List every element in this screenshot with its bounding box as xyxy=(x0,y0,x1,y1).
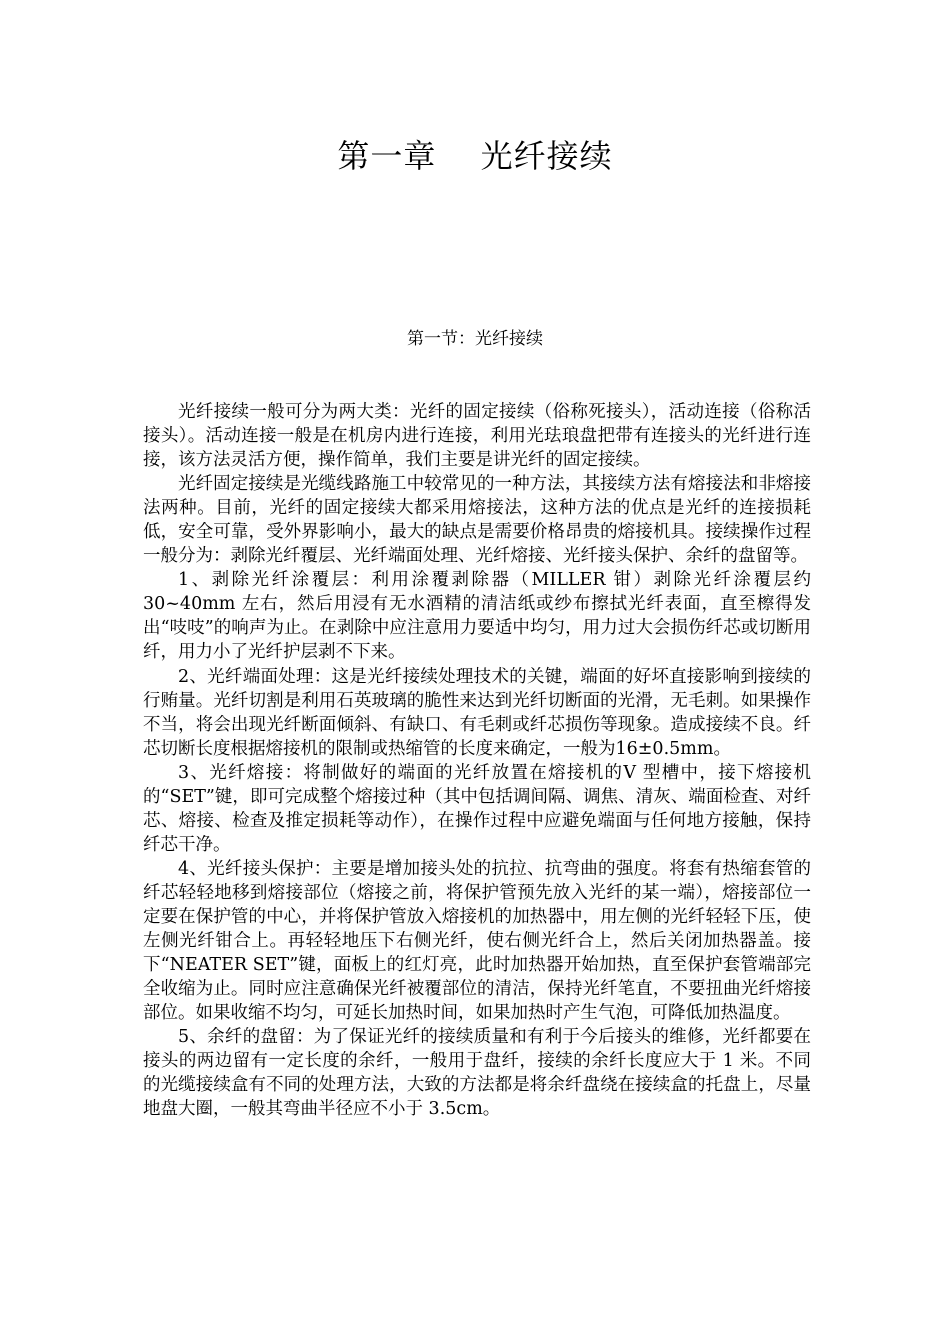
paragraph-step-2-end-face: 2、光纤端面处理：这是光纤接续处理技术的关键，端面的好坏直接影响到接续的行贿量。光纤切割是利用石英玻璃的脆性来达到光纤切断面的光滑，无毛刺。如果操作不当，将会出现光纤断面倾斜、有缺口、有毛刺或纤芯损伤等现象。造成接续不良。纤芯切断长度根据熔接机的限制或热缩管的长度来确定，一般为16±0.5mm。 xyxy=(143,666,811,759)
section-title: 第一节：光纤接续 xyxy=(407,329,543,349)
paragraph-fixed-splicing: 光纤固定接续是光缆线路施工中较常见的一种方法，其接续方法有熔接法和非熔接法两种。目前，光纤的固定接续大都采用熔接法，这种方法的优点是光纤的连接损耗低，安全可靠，受外界影响小，最大的缺点是需要价格昂贵的熔接机具。接续操作过程一般分为：剥除光纤覆层、光纤端面处理、光纤熔接、光纤接头保护、余纤的盘留等。 xyxy=(143,474,811,567)
paragraph-step-3-fusion: 3、光纤熔接：将制做好的端面的光纤放置在熔接机的V 型槽中，接下熔接机的“SET”键，即可完成整个熔接过种（其中包括调间隔、调焦、清灰、端面检查、对纤芯、熔接、检查及推定损耗等动作），在操作过程中应避免端面与任何地方接触，保持纤芯干净。 xyxy=(143,762,811,855)
paragraph-step-4-joint-protection: 4、光纤接头保护：主要是增加接头处的抗拉、抗弯曲的强度。将套有热缩套管的纤芯轻轻地移到熔接部位（熔接之前，将保护管预先放入光纤的某一端），熔接部位一定要在保护管的中心，并将保护管放入熔接机的加热器中，用左侧的光纤轻轻下压，使左侧光纤钳合上。再轻轻地压下右侧光纤，使右侧光纤合上，然后关闭加热器盖。接下“NEATER SET”键，面板上的红灯亮，此时加热器开始加热，直至保护套管端部完全收缩为止。同时应注意确保光纤被覆部位的清洁，保持光纤笔直，不要扭曲光纤熔接部位。如果收缩不均匀，可延长加热时间，如果加热时产生气泡，可降低加热温度。 xyxy=(143,858,811,1024)
paragraph-step-1-strip-coating: 1、剥除光纤涂覆层：利用涂覆剥除器（MILLER 钳）剥除光纤涂覆层约30~40mm 左右，然后用浸有无水酒精的清洁纸或纱布擦拭光纤表面，直至檫得发出“吱吱”的响声为止。在剥除中应注意用力要适中均匀，用力过大会损伤纤芯或切断用纤，用力小了光纤护层剥不下来。 xyxy=(143,570,811,663)
chapter-title: 第一章 光纤接续 xyxy=(337,137,613,175)
paragraph-intro: 光纤接续一般可分为两大类：光纤的固定接续（俗称死接头），活动连接（俗称活接头）。活动连接一般是在机房内进行连接，利用光珐琅盘把带有连接头的光纤进行连接，该方法灵活方便，操作简单，我们主要是讲光纤的固定接续。 xyxy=(143,402,811,471)
paragraph-step-5-slack-storage: 5、余纤的盘留：为了保证光纤的接续质量和有利于今后接头的维修，光纤都要在接头的两边留有一定长度的余纤，一般用于盘纤，接续的余纤长度应大于 1 米。不同的光缆接续盒有不同的处理方法，大致的方法都是将余纤盘绕在接续盒的托盘上，尽量地盘大圈，一般其弯曲半径应不小于 3.5cm。 xyxy=(143,1027,811,1120)
body-text xyxy=(143,400,811,1121)
